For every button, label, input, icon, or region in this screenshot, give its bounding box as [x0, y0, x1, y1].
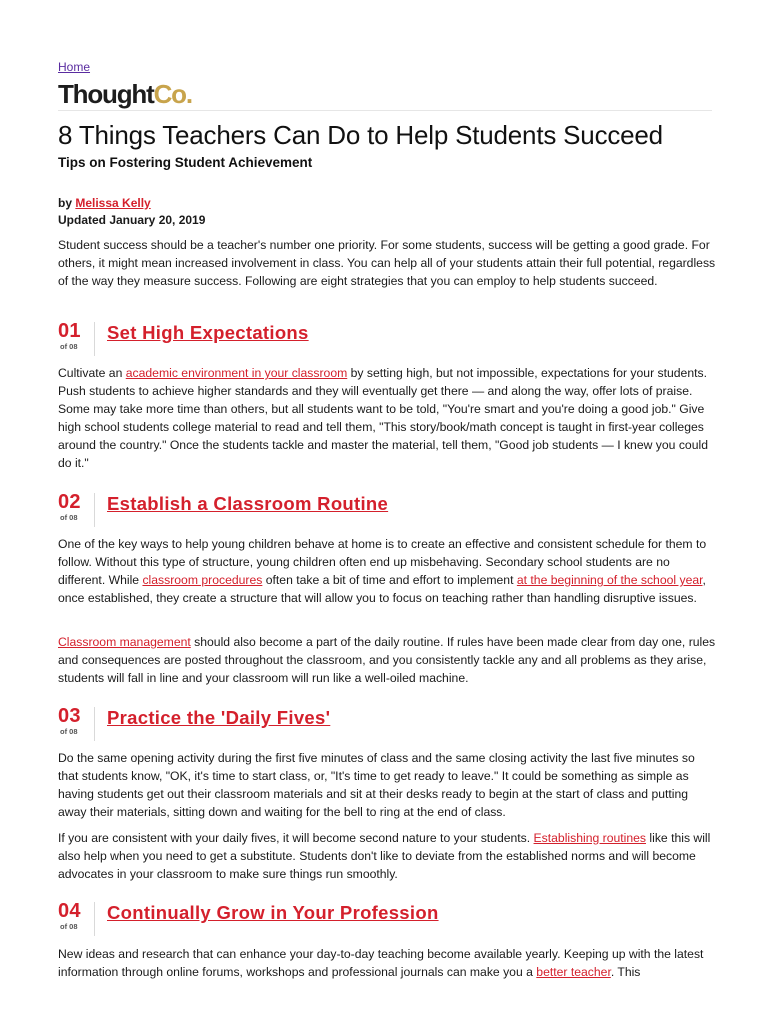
byline-prefix: by: [58, 196, 76, 210]
paragraph-text: like this will also help when you need to get a substitute. Students don't like to deviate from the established norms and will become advocates in your classroom to make sure things run smoothly.: [58, 831, 711, 881]
step-separator: [94, 322, 95, 356]
step-heading-link[interactable]: Establish a Classroom Routine: [107, 493, 389, 514]
step-number: 01: [58, 320, 81, 342]
logo-text-main: Thought: [58, 79, 154, 109]
inline-article-link[interactable]: classroom procedures: [142, 573, 263, 587]
step-separator: [94, 902, 95, 936]
step-header-04: [58, 902, 718, 936]
article-title: 8 Things Teachers Can Do to Help Students Succeed: [58, 120, 663, 150]
article-subtitle: Tips on Fostering Student Achievement: [58, 155, 313, 170]
step-header-01: [58, 322, 718, 356]
step-separator: [94, 493, 95, 527]
step-number: 04: [58, 900, 81, 922]
step-count: of 08: [60, 342, 78, 351]
step-paragraph: [58, 945, 718, 981]
step-paragraph: [58, 364, 718, 472]
step-number: 03: [58, 705, 81, 727]
step-header-03: [58, 707, 718, 741]
logo-text-accent: Co.: [153, 79, 192, 109]
author-link[interactable]: Melissa Kelly: [75, 196, 151, 210]
step-count: of 08: [60, 727, 78, 736]
home-breadcrumb-link[interactable]: Home: [58, 60, 91, 74]
step-header-02: [58, 493, 718, 527]
paragraph-text: should also become a part of the daily routine. If rules have been made clear from day one, rules and consequences are posted throughout the classroom, and you consistently tackle any and all problems as they arise, students will fall in line and your classroom will run like a well-oiled machine.: [58, 635, 716, 685]
paragraph-text: One of the key ways to help young children behave at home is to create an effective and consistent schedule for them to follow. Without this type of structure, young children often end up misbehaving. Secondary school students are no different. While: [58, 537, 707, 587]
paragraph-text: often take a bit of time and effort to implement: [262, 573, 517, 587]
step-paragraph: [58, 749, 718, 821]
step-paragraph: [58, 535, 718, 607]
inline-article-link[interactable]: better teacher: [536, 965, 611, 979]
step-heading-link[interactable]: Practice the 'Daily Fives': [107, 707, 331, 728]
paragraph-text: . This: [610, 965, 641, 979]
step-paragraph: [58, 633, 718, 687]
paragraph-text: , once established, they create a structure that will allow you to focus on teaching rather than handling disruptive issues.: [58, 573, 706, 605]
inline-article-link[interactable]: Classroom management: [58, 635, 191, 649]
byline: [58, 196, 151, 210]
step-heading-link[interactable]: Continually Grow in Your Profession: [107, 902, 439, 923]
updated-date: Updated January 20, 2019: [58, 213, 206, 227]
inline-article-link[interactable]: at the beginning of the school year: [516, 573, 703, 587]
header-divider: [58, 110, 712, 111]
paragraph-text: Do the same opening activity during the first five minutes of class and the same closing activity the last five minutes so that students know, "OK, it's time to start class, or, "It's time to get ready to leave." It could be something as simple as having students get out their classroom materials and sit at their desks ready to begin at the start of class and putting away their materials, sitting down and waiting for the bell to ring at the end of class.: [58, 751, 695, 819]
paragraph-text: Cultivate an: [58, 366, 126, 380]
step-separator: [94, 707, 95, 741]
paragraph-text: New ideas and research that can enhance your day-to-day teaching become available yearly. Keeping up with the latest information through online forums, workshops and professional journals can make you a: [58, 947, 704, 979]
intro-paragraph: Student success should be a teacher's number one priority. For some students, success will be getting a good grade. For others, it might mean increased involvement in class. You can help all of your students attain their full potential, regardless of the way they measure success. Following are eight strategies that you can employ to help students succeed.: [58, 238, 716, 288]
paragraph-text: by setting high, but not impossible, expectations for your students. Push students to achieve higher standards and they will eventually get there — and along the way, offer lots of praise. Some may take more time than others, but all students want to be told, "You're smart and you're doing a good job." Give high school students college material to read and tell them, "This story/book/math concept is taught in first-year colleges around the country." Once the students tackle and master the material, tell them, "Good job students — I knew you could do it.": [58, 366, 708, 470]
inline-article-link[interactable]: Establishing routines: [533, 831, 647, 845]
step-count: of 08: [60, 922, 78, 931]
paragraph-text: If you are consistent with your daily fives, it will become second nature to your students.: [58, 831, 534, 845]
thoughtco-logo[interactable]: [58, 79, 192, 110]
step-number: 02: [58, 491, 81, 513]
step-count: of 08: [60, 513, 78, 522]
step-heading-link[interactable]: Set High Expectations: [107, 322, 309, 343]
inline-article-link[interactable]: academic environment in your classroom: [125, 366, 348, 380]
step-paragraph: [58, 829, 718, 883]
